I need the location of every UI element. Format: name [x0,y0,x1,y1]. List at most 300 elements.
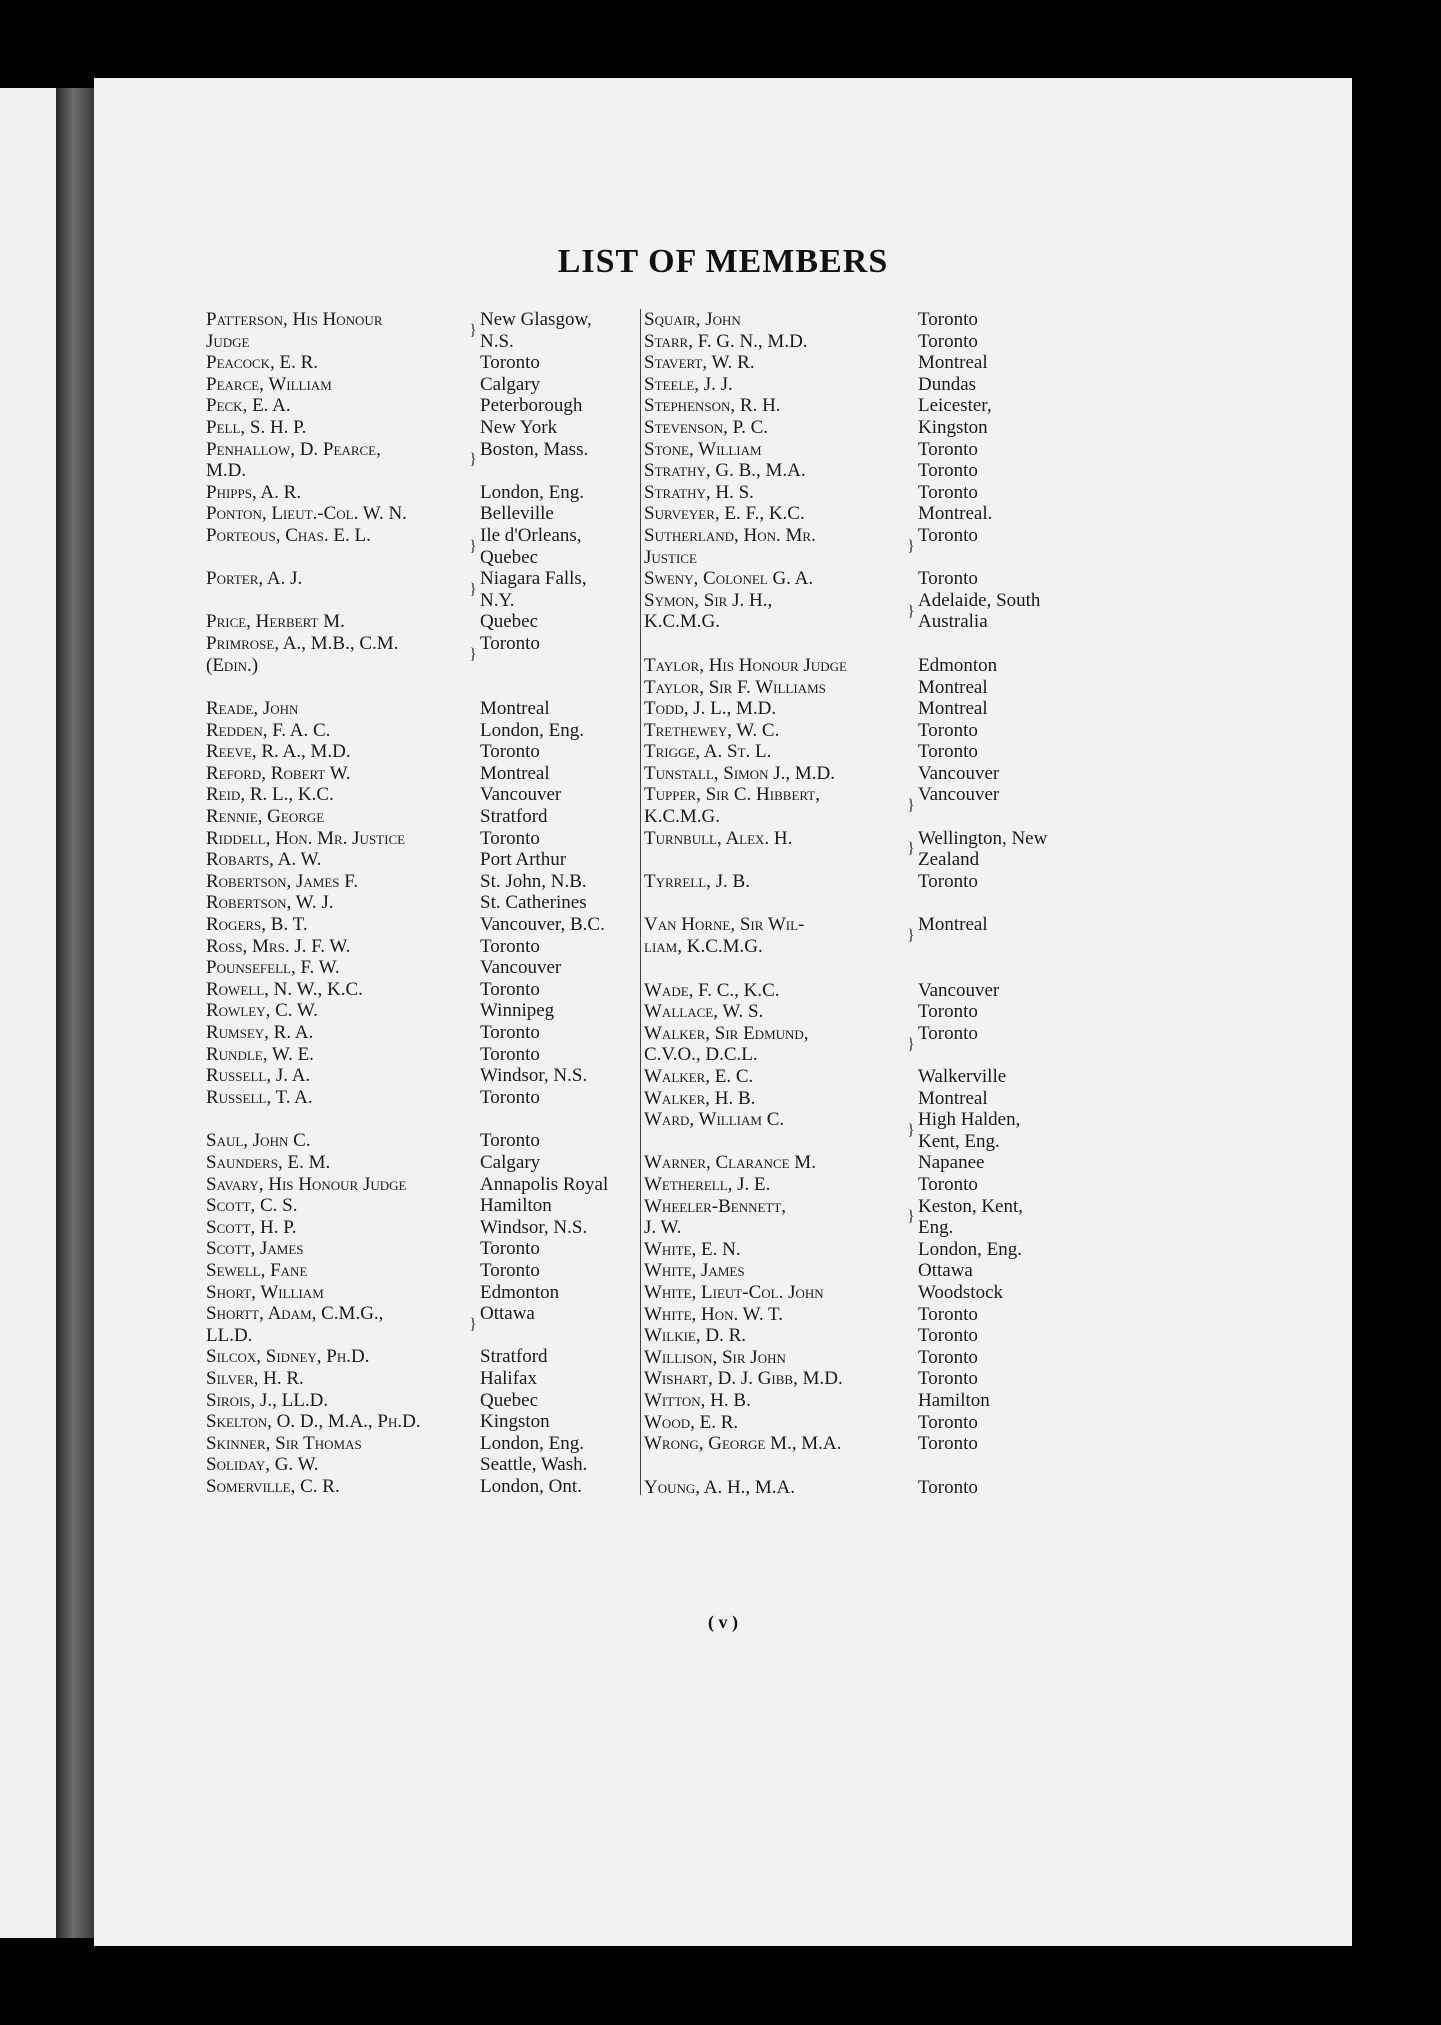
brace-mark [468,720,478,742]
member-location: Vancouver [480,957,562,979]
brace-mark [468,871,478,893]
member-entry [644,568,1099,590]
member-location: London, Eng. [918,1238,1022,1260]
brace-mark [906,1433,916,1455]
member-name: Stephenson, R. H. [644,395,781,417]
member-entry [206,1411,634,1433]
member-name: Pell, S. H. P. [206,416,307,438]
member-entry [206,698,634,720]
brace-mark [468,806,478,828]
member-name: Sweny, Colonel G. A. [644,568,814,590]
member-location: Vancouver [918,762,1000,784]
brace-mark [468,1238,478,1260]
brace-mark [468,1390,478,1412]
member-entry [644,460,1099,482]
brace-mark: } [469,537,477,555]
brace-mark [906,395,916,417]
member-name: Primrose, A., M.B., C.M. (Edin.) [206,632,399,676]
member-location: Toronto [918,1173,978,1195]
book-spine [56,88,94,1938]
member-name: Skinner, Sir Thomas [206,1432,362,1454]
brace-mark [906,1477,916,1499]
member-location: Toronto [480,978,540,1000]
member-entry [206,1065,634,1087]
brace-mark [468,1022,478,1044]
brace-mark [468,1454,478,1476]
member-name: Saul, John C. [206,1130,311,1152]
brace-mark [906,1282,916,1304]
member-entry [644,374,1099,396]
brace-mark [906,980,916,1002]
member-entry [206,1238,634,1260]
brace-mark [468,1282,478,1304]
member-location: Toronto [480,1022,540,1043]
member-entry [206,309,634,352]
member-entry [206,1346,634,1368]
member-location: Toronto [480,827,540,849]
brace-mark [468,1065,478,1087]
member-location: Ottawa [480,1303,535,1325]
member-location: Calgary [480,373,541,395]
member-name: Wood, E. R. [644,1411,739,1433]
member-location: Calgary [480,1151,541,1173]
member-name: Pearce, William [206,373,332,395]
brace-mark: } [907,927,915,945]
member-name: Rumsey, R. A. [206,1022,314,1043]
member-entry [206,1044,634,1066]
brace-mark: } [907,602,915,620]
member-name: Silver, H. R. [206,1367,304,1389]
member-name: Surveyer, E. F., K.C. [644,503,805,525]
brace-mark: } [907,797,915,815]
section-gap [206,1108,634,1130]
member-name: Tupper, Sir C. Hibbert, K.C.M.G. [644,784,820,828]
brace-mark: } [469,645,477,663]
member-name: Rowell, N. W., K.C. [206,978,363,1000]
member-entry [644,655,1099,677]
member-location: Toronto [918,460,978,482]
member-location: Montreal [918,914,988,936]
member-entry [206,611,634,633]
member-location: Toronto [918,1022,978,1044]
member-name: Walker, H. B. [644,1087,756,1109]
member-name: White, James [644,1260,745,1282]
member-entry [644,590,1099,633]
member-entry [644,914,1099,957]
member-entry [206,633,634,676]
member-location: Niagara Falls, N.Y. [480,568,587,611]
member-entry [206,741,634,763]
brace-mark [468,1476,478,1498]
member-location: Toronto [918,481,978,503]
member-location: Kingston [480,1411,550,1433]
member-name: Short, William [206,1281,324,1303]
member-location: Stratford [480,1346,548,1368]
brace-mark [906,417,916,439]
brace-mark: } [469,321,477,339]
member-location: Woodstock [918,1281,1004,1303]
section-gap [644,633,1099,655]
member-location: Toronto [918,524,978,546]
member-location: Toronto [918,1325,978,1347]
member-entry [644,1412,1099,1434]
member-location: New Glasgow, N.S. [480,309,592,352]
brace-mark [906,1152,916,1174]
member-name: Pounsefell, F. W. [206,957,340,979]
member-location: Kingston [918,416,988,438]
brace-mark [468,828,478,850]
member-location: Port Arthur [480,849,567,871]
member-location: Toronto [480,1086,540,1108]
member-entry [206,352,634,374]
member-location: Quebec [480,611,539,633]
member-entry [206,806,634,828]
member-name: Trigge, A. St. L. [644,741,772,763]
brace-mark [468,1130,478,1152]
member-name: Stavert, W. R. [644,352,755,374]
member-entry [644,1066,1099,1088]
member-location: Walkerville [918,1066,1007,1087]
member-location: Toronto [918,1001,978,1023]
member-name: Wade, F. C., K.C. [644,979,780,1001]
member-entry [644,1433,1099,1455]
member-location: New York [480,416,558,438]
member-name: Wallace, W. S. [644,1001,764,1023]
member-entry [644,1260,1099,1282]
member-entry [206,871,634,893]
brace-mark [906,503,916,525]
brace-mark [468,892,478,914]
member-location: Wellington, New Zealand [918,827,1048,871]
member-location: Vancouver, B.C. [480,914,605,936]
member-location: Toronto [918,438,978,460]
member-name: Silcox, Sidney, Ph.D. [206,1346,370,1368]
section-gap [644,1455,1099,1477]
member-name: Sewell, Fane [206,1259,308,1281]
brace-mark [906,677,916,699]
member-location: Toronto [918,1433,978,1455]
brace-mark: } [907,840,915,858]
member-entry [644,1001,1099,1023]
member-location: Montreal [918,1087,988,1109]
member-entry [206,1174,634,1196]
member-location: Toronto [918,1411,978,1433]
member-name: Scott, C. S. [206,1195,298,1217]
member-name: Riddell, Hon. Mr. Justice [206,827,406,849]
member-location: Stratford [480,806,548,828]
member-entry [644,1477,1099,1499]
member-entry [206,1217,634,1239]
member-name: Strathy, G. B., M.A. [644,460,806,482]
brace-mark [906,1304,916,1326]
brace-mark: } [469,1315,477,1333]
member-name: Wishart, D. J. Gibb, M.D. [644,1368,843,1390]
brace-mark [906,309,916,331]
member-location: Vancouver [918,979,1000,1001]
member-location: Winnipeg [480,1000,555,1022]
member-entry [644,784,1099,827]
member-entry [206,1433,634,1455]
brace-mark [906,1412,916,1434]
member-entry [206,395,634,417]
member-name: Savary, His Honour Judge [206,1173,407,1195]
member-entry [206,784,634,806]
member-name: Peck, E. A. [206,395,291,417]
brace-mark [906,568,916,590]
member-location: Quebec [480,1389,539,1411]
brace-mark [906,1368,916,1390]
member-entry [206,892,634,914]
member-location: Vancouver [480,784,562,806]
brace-mark [906,439,916,461]
member-name: Somerville, C. R. [206,1475,340,1497]
member-name: Walker, E. C. [644,1066,754,1087]
brace-mark [468,1174,478,1196]
member-location: Vancouver [918,784,1000,806]
member-name: Ponton, Lieut.-Col. W. N. [206,503,407,525]
member-name: Reeve, R. A., M.D. [206,741,351,763]
member-location: High Halden, Kent, Eng. [918,1109,1021,1152]
brace-mark [906,460,916,482]
brace-mark [468,914,478,936]
member-name: Stevenson, P. C. [644,416,769,438]
member-entry [206,936,634,958]
member-location: Ottawa [918,1260,973,1282]
member-name: Reid, R. L., K.C. [206,784,334,806]
member-location: Toronto [918,1476,978,1498]
member-entry [206,1195,634,1217]
member-name: Todd, J. L., M.D. [644,698,777,720]
member-location: London, Eng. [480,719,584,741]
member-entry [206,1087,634,1109]
section-gap [206,676,634,698]
member-name: Sirois, J., LL.D. [206,1389,329,1411]
member-entry [206,568,634,611]
member-entry [644,698,1099,720]
member-location: Peterborough [480,395,583,417]
member-name: Soliday, G. W. [206,1454,319,1476]
brace-mark: } [907,1035,915,1053]
member-name: Skelton, O. D., M.A., Ph.D. [206,1411,421,1433]
brace-mark [906,1260,916,1282]
member-location: Windsor, N.S. [480,1065,588,1087]
member-entry [644,828,1099,871]
member-location: Montreal [918,352,988,374]
member-location: Napanee [918,1152,985,1174]
brace-mark: } [469,580,477,598]
member-entry [644,417,1099,439]
brace-mark [906,1239,916,1261]
member-entry [644,352,1099,374]
brace-mark [468,784,478,806]
member-name: Phipps, A. R. [206,481,302,503]
member-entry [644,763,1099,785]
brace-mark [468,1217,478,1239]
member-location: Toronto [480,632,540,654]
brace-mark [906,720,916,742]
member-location: Montreal. [918,503,993,525]
member-location: Toronto [480,1130,540,1152]
member-location: Edmonton [480,1281,560,1303]
member-location: Halifax [480,1367,537,1389]
member-name: Rowley, C. W. [206,1000,318,1022]
member-entry [644,741,1099,763]
member-entry [206,439,634,482]
member-location: Toronto [480,1043,540,1065]
member-location: Montreal [918,698,988,720]
brace-mark [468,417,478,439]
member-name: Redden, F. A. C. [206,719,331,741]
member-entry [206,1130,634,1152]
member-entry [206,417,634,439]
member-location: Toronto [480,741,540,763]
brace-mark [906,374,916,396]
member-location: Seattle, Wash. [480,1454,588,1476]
member-location: Annapolis Royal [480,1173,609,1195]
brace-mark [468,957,478,979]
member-entry [206,828,634,850]
brace-mark [468,849,478,871]
brace-mark [468,503,478,525]
brace-mark [906,482,916,504]
member-location: St. Catherines [480,892,587,914]
brace-mark [906,698,916,720]
member-name: Robertson, W. J. [206,892,334,914]
member-name: Peacock, E. R. [206,352,319,374]
member-location: Hamilton [918,1389,990,1411]
member-entry [644,677,1099,699]
member-name: Scott, H. P. [206,1216,297,1238]
member-entry [644,1239,1099,1261]
member-name: Russell, T. A. [206,1086,313,1108]
brace-mark [906,1347,916,1369]
member-entry [644,980,1099,1002]
member-location: London, Ont. [480,1475,582,1497]
member-name: Patterson, His Honour Judge [206,309,383,352]
member-name: Ross, Mrs. J. F. W. [206,935,351,957]
brace-mark [906,1325,916,1347]
brace-mark [906,741,916,763]
member-name: Saunders, E. M. [206,1151,331,1173]
member-entry [206,503,634,525]
member-location: Edmonton [918,654,998,676]
member-name: Shortt, Adam, C.M.G., LL.D. [206,1303,384,1346]
member-name: Taylor, Sir F. Williams [644,676,826,698]
member-location: Toronto [918,1303,978,1325]
member-location: Toronto [918,568,978,590]
document-page [94,78,1352,1946]
member-location: Toronto [918,1346,978,1368]
brace-mark [906,763,916,785]
brace-mark [468,1195,478,1217]
member-location: Dundas [918,373,977,395]
member-entry [644,1282,1099,1304]
brace-mark [468,979,478,1001]
member-name: Witton, H. B. [644,1389,751,1411]
member-location: Boston, Mass. [480,438,589,460]
member-name: Van Horne, Sir Wil- liam, K.C.M.G. [644,914,805,958]
member-entry [644,525,1099,568]
member-location: Toronto [918,330,978,352]
member-entry [644,1196,1099,1239]
brace-mark [468,1433,478,1455]
member-name: Rogers, B. T. [206,914,308,936]
brace-mark [468,1152,478,1174]
member-entry [644,331,1099,353]
member-location: Toronto [918,1368,978,1390]
member-entry [644,439,1099,461]
member-name: Steele, J. J. [644,373,733,395]
section-gap [644,892,1099,914]
brace-mark [906,1001,916,1023]
member-location: London, Eng. [480,1432,584,1454]
brace-mark: } [907,537,915,555]
brace-mark [468,1044,478,1066]
member-name: Tyrrell, J. B. [644,870,750,892]
member-name: Turnbull, Alex. H. [644,827,793,849]
member-entry [644,871,1099,893]
member-entry [644,1152,1099,1174]
member-entry [206,1390,634,1412]
member-name: Russell, J. A. [206,1065,311,1087]
member-name: Trethewey, W. C. [644,719,780,741]
brace-mark [468,482,478,504]
member-name: Warner, Clarance M. [644,1152,816,1174]
brace-mark: } [469,451,477,469]
member-location: St. John, N.B. [480,870,587,892]
brace-mark [468,1411,478,1433]
brace-mark [468,374,478,396]
member-entry [206,1260,634,1282]
member-entry [206,1303,634,1346]
member-location: Montreal [480,762,550,784]
members-left-column [206,309,634,1497]
member-location: Toronto [480,1238,540,1260]
member-name: Rundle, W. E. [206,1043,314,1065]
brace-mark [906,1390,916,1412]
member-name: Porter, A. J. [206,568,303,590]
member-name: Starr, F. G. N., M.D. [644,330,808,352]
brace-mark [468,1346,478,1368]
brace-mark [468,352,478,374]
member-name: Reade, John [206,698,299,720]
member-entry [206,1454,634,1476]
member-entry [206,1022,634,1044]
member-entry [206,1000,634,1022]
member-name: Porteous, Chas. E. L. [206,524,371,546]
brace-mark [906,871,916,893]
member-name: Robarts, A. W. [206,849,322,871]
brace-mark [468,1260,478,1282]
member-name: Wetherell, J. E. [644,1173,771,1195]
member-entry [644,1304,1099,1326]
member-name: Young, A. H., M.A. [644,1476,796,1498]
member-entry [206,763,634,785]
member-name: Robertson, James F. [206,870,359,892]
member-location: Toronto [918,741,978,763]
member-name: Rennie, George [206,806,325,828]
member-entry [644,720,1099,742]
brace-mark [906,352,916,374]
member-name: Sutherland, Hon. Mr. Justice [644,524,816,568]
member-location: Toronto [480,1259,540,1281]
member-entry [206,1152,634,1174]
members-right-column [644,309,1099,1498]
member-location: Montreal [918,676,988,698]
brace-mark [906,655,916,677]
adjacent-page-edge [0,88,56,1938]
member-location: Hamilton [480,1195,552,1217]
